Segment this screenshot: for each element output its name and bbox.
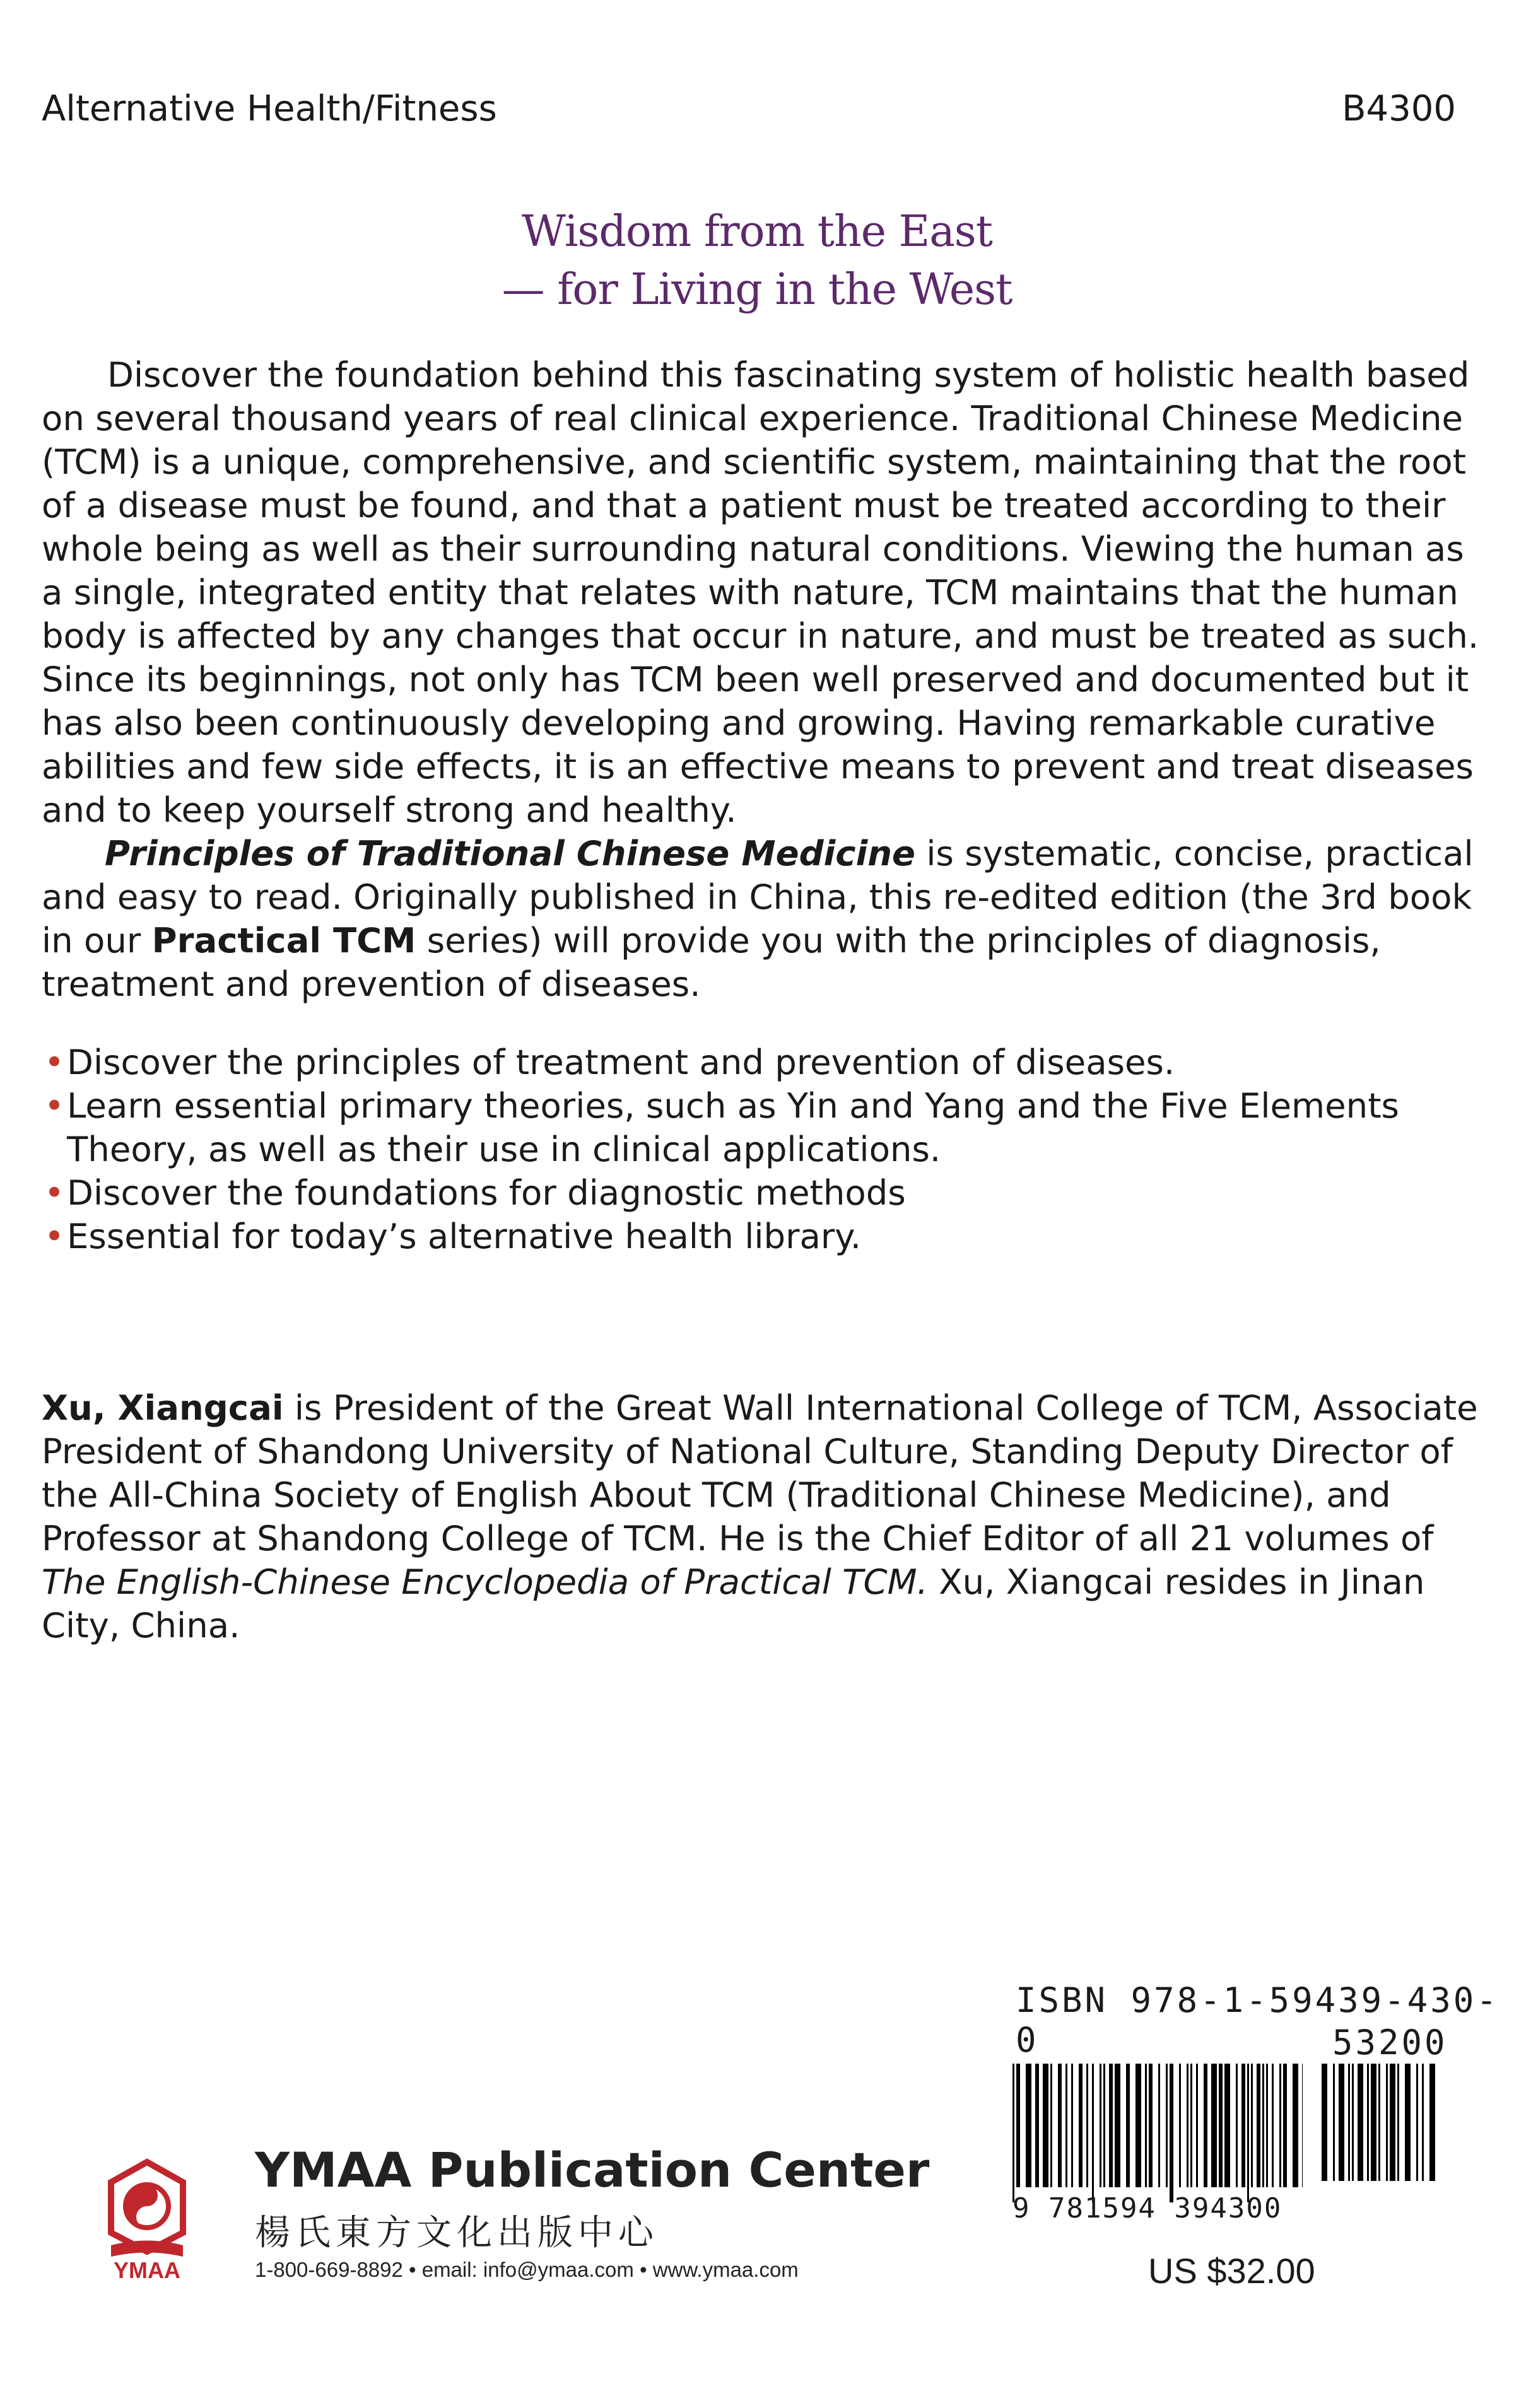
barcode-bar xyxy=(1416,2064,1418,2181)
barcode-bar xyxy=(1136,2064,1141,2187)
bullet-icon: • xyxy=(44,1042,65,1082)
barcode-bar xyxy=(1236,2064,1238,2187)
barcode-bar xyxy=(1158,2064,1160,2187)
barcode-bar xyxy=(1179,2064,1181,2187)
list-item xyxy=(42,1041,1486,1084)
headline-line-1: Wisdom from the East xyxy=(522,207,992,257)
barcode-bar xyxy=(1251,2064,1253,2187)
list-item xyxy=(42,1084,1486,1171)
barcode-bar xyxy=(1126,2064,1130,2187)
barcode-bar xyxy=(1035,2064,1039,2187)
barcode-bar xyxy=(1371,2064,1376,2181)
barcode-bar xyxy=(1257,2064,1260,2187)
barcode-bar xyxy=(1065,2064,1067,2187)
barcode-bar xyxy=(1339,2064,1344,2181)
barcode-bar xyxy=(1190,2064,1192,2187)
ean-digits: 9 781594 394300 xyxy=(1012,2192,1282,2224)
list-item-text: Learn essential primary theories, such as Yin and Yang and the Five Elements Theory, as well as their use in clinical applications. xyxy=(67,1085,1399,1169)
barcode-bar xyxy=(1283,2064,1287,2187)
description-text-a: is systematic, concise, practical and easy to read. Originally published in China, this re-edited edition (the 3rd book in our xyxy=(42,833,1474,961)
barcode-bar xyxy=(1043,2064,1048,2187)
ean-barcode xyxy=(1012,2064,1303,2202)
barcode-bar xyxy=(1293,2064,1298,2187)
barcode-bar xyxy=(1050,2064,1052,2187)
category-label: Alternative Health/Fitness xyxy=(42,88,497,129)
product-code: B4300 xyxy=(1342,88,1456,129)
list-item xyxy=(42,1215,1486,1258)
barcode-bar xyxy=(1058,2064,1062,2187)
author-bio xyxy=(42,1386,1486,1647)
author-bio-paragraph xyxy=(42,1386,1486,1647)
description-paragraph-1: Discover the foundation behind this fascinating system of holistic health based on several thousand years of real clinical experience. Traditional Chinese Medicine (TCM) is a unique, comprehensive, and scientific system, maintaining that the root of a disease must be found, and that a patient must be treated according to their whole being as well as their surrounding natural conditions. Viewing the human as a single, integrated entity that relates with nature, TCM maintains that the human body is affected by any changes that occur in nature, and must be treated as such. Since its beginnings, not only has TCM been well preserved and documented but it has also been continuously developing and growing. Having remarkable curative abilities and few side effects, it is an effective means to prevent and treat diseases and to keep yourself strong and healthy. xyxy=(42,354,1479,830)
barcode-bar xyxy=(1266,2064,1268,2187)
barcode-bar xyxy=(1422,2064,1424,2181)
book-title: Principles of Traditional Chinese Medicine xyxy=(105,833,916,874)
barcode-bar xyxy=(1219,2064,1223,2187)
barcode-bar xyxy=(1386,2064,1388,2181)
barcode-bar xyxy=(1187,2064,1188,2187)
list-item-text: Discover the principles of treatment and prevention of diseases. xyxy=(67,1042,1175,1082)
barcode-bar xyxy=(1079,2064,1083,2187)
barcode-bar xyxy=(1378,2064,1380,2181)
barcode-bar xyxy=(1016,2064,1020,2187)
barcode-bar xyxy=(1071,2064,1073,2187)
author-bio-text-a: is President of the Great Wall International College of TCM, Associate President of Shandong University of National Culture, Standing Deputy Director of the All-China Society of English About TCM (Traditional Chinese Medicine), and Professor at Shandong College of TCM. He is the Chief Editor of all 21 volumes of xyxy=(42,1388,1478,1558)
list-item-text: Essential for today’s alternative health library. xyxy=(67,1216,862,1256)
series-name: Practical TCM xyxy=(151,920,416,961)
barcode-bar xyxy=(1262,2064,1264,2187)
barcode-bar xyxy=(1103,2064,1105,2187)
publisher-name: YMAA Publication Center xyxy=(255,2142,930,2198)
barcode-bar xyxy=(1012,2064,1014,2202)
barcode-bar xyxy=(1166,2064,1168,2187)
barcode-bar xyxy=(1211,2064,1217,2187)
barcode-bar xyxy=(1429,2064,1435,2181)
barcode-bar xyxy=(1322,2064,1327,2181)
bullet-icon: • xyxy=(44,1216,65,1256)
price-code-label: 53200 xyxy=(1332,2023,1448,2062)
ymaa-logo-icon xyxy=(100,2157,194,2289)
barcode-bar xyxy=(1196,2064,1198,2187)
description-text-b: series) will provide you with the principles of diagnosis, treatment and prevention of diseases. xyxy=(42,920,1381,1004)
barcode-bar xyxy=(1086,2064,1088,2187)
headline-line-2: — for Living in the West xyxy=(502,265,1012,315)
barcode-bar xyxy=(1145,2064,1147,2187)
encyclopedia-title: The English-Chinese Encyclopedia of Practical TCM. xyxy=(42,1562,928,1602)
publisher-contact: 1-800-669-8892 • email: info@ymaa.com • www.ymaa.com xyxy=(255,2258,799,2281)
barcode-bar xyxy=(1204,2064,1207,2187)
description-paragraph-2 xyxy=(42,832,1486,1006)
barcode-bar xyxy=(1390,2064,1395,2181)
barcode-bar xyxy=(1397,2064,1399,2181)
price-label: US $32.00 xyxy=(1148,2251,1315,2291)
barcode-bar xyxy=(1224,2064,1230,2187)
barcode-bar xyxy=(1352,2064,1354,2181)
author-name: Xu, Xiangcai xyxy=(42,1388,284,1428)
supplemental-barcode xyxy=(1322,2064,1435,2196)
list-item xyxy=(42,1171,1486,1215)
barcode-bar xyxy=(1405,2064,1411,2181)
description xyxy=(42,353,1486,1006)
list-item-text: Discover the foundations for diagnostic methods xyxy=(67,1172,906,1213)
barcode-bar xyxy=(1247,2064,1249,2202)
barcode-bar xyxy=(1109,2064,1113,2187)
barcode-bar xyxy=(1367,2064,1369,2181)
barcode-bar xyxy=(1333,2064,1335,2181)
barcode-bar xyxy=(1115,2064,1120,2187)
barcode-bar xyxy=(1348,2064,1350,2181)
bullet-icon: • xyxy=(44,1172,65,1213)
isbn-label: ISBN 978-1-59439-430-0 xyxy=(1016,1980,1499,2060)
barcode-bar xyxy=(1279,2064,1281,2187)
barcode-bar xyxy=(1272,2064,1274,2187)
barcode-bar xyxy=(1302,2064,1303,2187)
feature-list xyxy=(42,1041,1486,1258)
bullet-icon: • xyxy=(44,1085,65,1126)
barcode-bar xyxy=(1170,2064,1173,2202)
barcode-bar xyxy=(1358,2064,1363,2181)
barcode-bar xyxy=(1026,2064,1031,2187)
barcode-bar xyxy=(1149,2064,1153,2187)
barcode-bar xyxy=(1092,2064,1094,2202)
author-bio-text-b: Xu, Xiangcai resides in Jinan City, China. xyxy=(42,1562,1425,1645)
publisher-chinese-name: 楊氏東方文化出版中心 xyxy=(255,2212,659,2253)
barcode-bar xyxy=(1100,2064,1101,2187)
logo-text: YMAA xyxy=(114,2257,180,2283)
barcode-bar xyxy=(1241,2064,1245,2187)
